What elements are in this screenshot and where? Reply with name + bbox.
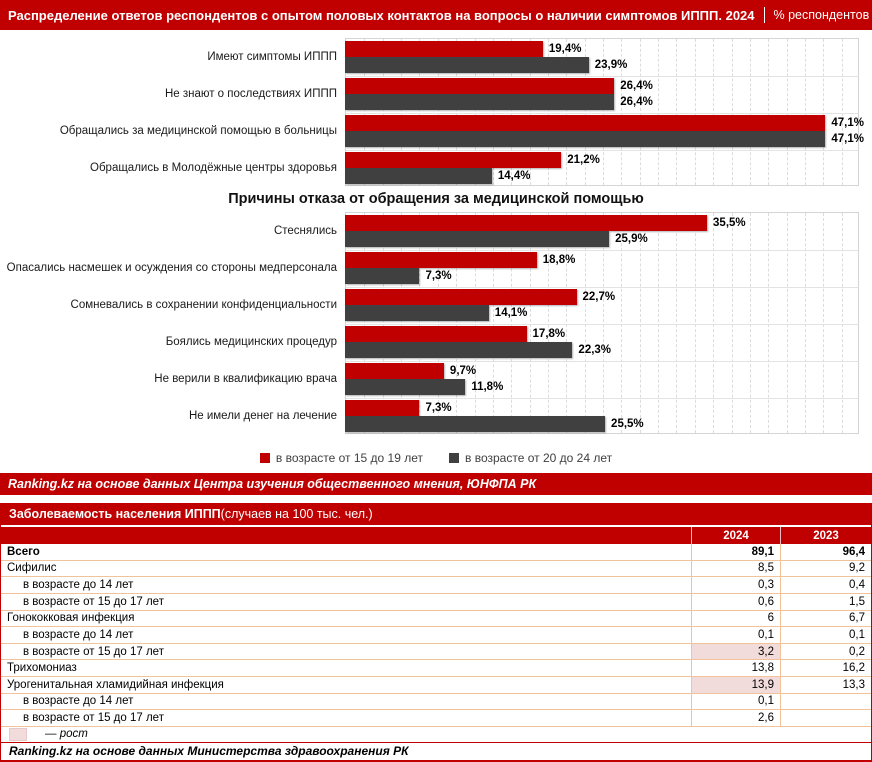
cell-2024: 0,3 <box>691 577 780 593</box>
row-label: Гонококковая инфекция <box>7 612 135 625</box>
bar-value-label: 11,8% <box>471 380 504 393</box>
bar-age-20-24 <box>345 342 572 358</box>
growth-legend-label: — рост <box>45 728 88 741</box>
row-label: в возрасте до 14 лет <box>23 695 134 708</box>
table-row <box>1 594 871 611</box>
table-row <box>1 660 871 677</box>
bar-value-label: 7,3% <box>425 401 452 414</box>
bar-value-label: 18,8% <box>542 253 576 266</box>
legend-label: в возрасте от 20 до 24 лет <box>465 451 613 465</box>
row-label: Всего <box>7 545 40 558</box>
cell-2023 <box>780 694 871 710</box>
chart-category-row <box>0 249 872 286</box>
cell-2024: 0,1 <box>691 694 780 710</box>
chart-category-row <box>0 38 872 75</box>
bar-age-20-24 <box>345 168 492 184</box>
category-label: Опасались насмешек и осуждения со стороны медперсонала <box>6 261 337 274</box>
cell-2024: 13,9 <box>691 677 780 693</box>
category-label: Сомневались в сохранении конфиденциальности <box>70 298 337 311</box>
bar-value-label: 14,1% <box>494 306 528 319</box>
table-title: Заболеваемость населения ИППП <box>9 507 221 521</box>
bar-age-15-19 <box>345 252 537 268</box>
category-label: Обращались за медицинской помощью в больницы <box>59 124 337 137</box>
bar-value-label: 47,1% <box>831 116 864 129</box>
bar-value-label: 7,3% <box>425 269 452 282</box>
row-label: Урогенитальная хламидийная инфекция <box>7 678 224 691</box>
bar-age-20-24 <box>345 305 489 321</box>
category-label: Не знают о последствиях ИППП <box>164 87 337 100</box>
bar-value-label: 25,9% <box>615 232 648 245</box>
chart-category-row <box>0 212 872 249</box>
cell-2024: 3,2 <box>691 644 780 660</box>
row-label: в возрасте от 15 до 17 лет <box>23 595 164 608</box>
bar-value-label: 9,7% <box>449 364 477 377</box>
category-bars <box>345 212 872 249</box>
category-label: Не имели денег на лечение <box>188 409 337 422</box>
legend-swatch <box>260 453 270 463</box>
cell-2024: 0,1 <box>691 627 780 643</box>
table-body <box>1 544 871 727</box>
category-bars <box>345 323 872 360</box>
row-label: в возрасте от 15 до 17 лет <box>23 645 164 658</box>
legend-swatch <box>449 453 459 463</box>
cell-2023: 0,1 <box>780 627 871 643</box>
category-label: Не верили в квалификацию врача <box>154 372 337 385</box>
row-label: в возрасте до 14 лет <box>23 628 134 641</box>
category-bars <box>345 360 872 397</box>
category-bars <box>345 149 872 186</box>
category-bars <box>345 75 872 112</box>
chart-category-row <box>0 75 872 112</box>
bar-age-15-19 <box>345 326 527 342</box>
category-bars <box>345 249 872 286</box>
bar-value-label: 17,8% <box>532 327 566 340</box>
cell-2023: 0,4 <box>780 577 871 593</box>
row-label: в возрасте до 14 лет <box>23 579 134 592</box>
row-label: Сифилис <box>7 562 57 575</box>
page-title: Распределение ответов респондентов с опытом половых контактов на вопросы о наличии симптомов ИППП. 2024 <box>8 7 755 23</box>
legend-label: в возрасте от 15 до 19 лет <box>275 451 423 465</box>
bar-value-label: 19,4% <box>548 42 582 55</box>
cell-2023: 6,7 <box>780 611 871 627</box>
table-row <box>1 544 871 561</box>
table-title-band <box>1 503 871 525</box>
legend-item <box>260 451 423 465</box>
bar-value-label: 25,5% <box>611 417 644 430</box>
bar-age-15-19 <box>345 152 561 168</box>
growth-highlight-swatch <box>9 728 27 741</box>
bar-value-label: 21,2% <box>567 153 600 166</box>
cell-2024: 6 <box>691 611 780 627</box>
chart-category-row <box>0 286 872 323</box>
chart-category-row <box>0 323 872 360</box>
cell-2024: 0,6 <box>691 594 780 610</box>
table-column-header <box>1 527 871 544</box>
cell-2023: 96,4 <box>780 544 871 560</box>
cell-2023: 0,2 <box>780 644 871 660</box>
category-label: Имеют симптомы ИППП <box>207 50 337 63</box>
chart-refusal-title: Причины отказа от обращения за медицинской помощью <box>228 191 644 207</box>
title-bar <box>0 0 872 30</box>
category-label: Обращались в Молодёжные центры здоровья <box>90 161 337 174</box>
table-legend-row <box>1 727 871 742</box>
bar-age-20-24 <box>345 268 419 284</box>
bar-age-15-19 <box>345 400 419 416</box>
table-row <box>1 677 871 694</box>
bar-age-15-19 <box>345 115 825 131</box>
incidence-table <box>0 503 872 762</box>
bar-value-label: 47,1% <box>831 132 864 145</box>
bar-age-20-24 <box>345 231 609 247</box>
table-row <box>1 644 871 661</box>
category-bars <box>345 112 872 149</box>
bar-value-label: 26,4% <box>620 79 653 92</box>
cell-2024: 2,6 <box>691 710 780 726</box>
bar-value-label: 35,5% <box>713 216 746 229</box>
bar-age-15-19 <box>345 78 614 94</box>
chart-category-row <box>0 397 872 434</box>
cell-2023: 16,2 <box>780 660 871 676</box>
chart-legend <box>0 448 872 468</box>
table-row <box>1 577 871 594</box>
bar-age-20-24 <box>345 379 465 395</box>
cell-2024: 13,8 <box>691 660 780 676</box>
bar-age-20-24 <box>345 131 825 147</box>
cell-2023: 9,2 <box>780 561 871 577</box>
cell-2024: 8,5 <box>691 561 780 577</box>
row-label: Трихомониаз <box>7 662 77 675</box>
chart-category-row <box>0 360 872 397</box>
chart-category-row <box>0 112 872 149</box>
table-title-units: (случаев на 100 тыс. чел.) <box>220 507 373 521</box>
category-bars <box>345 286 872 323</box>
title-divider <box>764 7 765 23</box>
chart-source-band: Ranking.kz на основе данных Центра изучения общественного мнения, ЮНФПА РК <box>0 473 872 495</box>
chart-category-row <box>0 149 872 186</box>
bar-age-15-19 <box>345 215 707 231</box>
category-label: Боялись медицинских процедур <box>165 335 337 348</box>
cell-2023 <box>780 710 871 726</box>
table-row <box>1 694 871 711</box>
category-bars <box>345 397 872 434</box>
legend-item <box>449 451 612 465</box>
cell-2023: 1,5 <box>780 594 871 610</box>
page-title-units: % респондентов <box>773 8 870 22</box>
column-header-2023: 2023 <box>780 527 871 544</box>
bar-age-20-24 <box>345 416 605 432</box>
table-source: Ranking.kz на основе данных Министерства здравоохранения РК <box>1 742 871 760</box>
column-header-2024: 2024 <box>691 527 780 544</box>
bar-value-label: 23,9% <box>594 58 628 71</box>
category-bars <box>345 38 872 75</box>
chart-refusal-reasons <box>0 212 872 434</box>
bar-value-label: 14,4% <box>497 169 531 182</box>
table-row <box>1 611 871 628</box>
category-label: Стеснялись <box>273 224 337 237</box>
table-row <box>1 561 871 578</box>
bar-age-20-24 <box>345 57 589 73</box>
bar-age-15-19 <box>345 41 543 57</box>
chart-symptoms <box>0 38 872 186</box>
column-header-label-spacer <box>1 527 691 544</box>
spacer <box>0 495 872 503</box>
bar-age-15-19 <box>345 363 444 379</box>
cell-2024: 89,1 <box>691 544 780 560</box>
bar-value-label: 22,3% <box>578 343 612 356</box>
cell-2023: 13,3 <box>780 677 871 693</box>
row-label: в возрасте от 15 до 17 лет <box>23 712 164 725</box>
bar-age-15-19 <box>345 289 577 305</box>
bar-value-label: 26,4% <box>620 95 653 108</box>
table-row <box>1 710 871 727</box>
table-row <box>1 627 871 644</box>
bar-age-20-24 <box>345 94 614 110</box>
bar-value-label: 22,7% <box>582 290 616 303</box>
